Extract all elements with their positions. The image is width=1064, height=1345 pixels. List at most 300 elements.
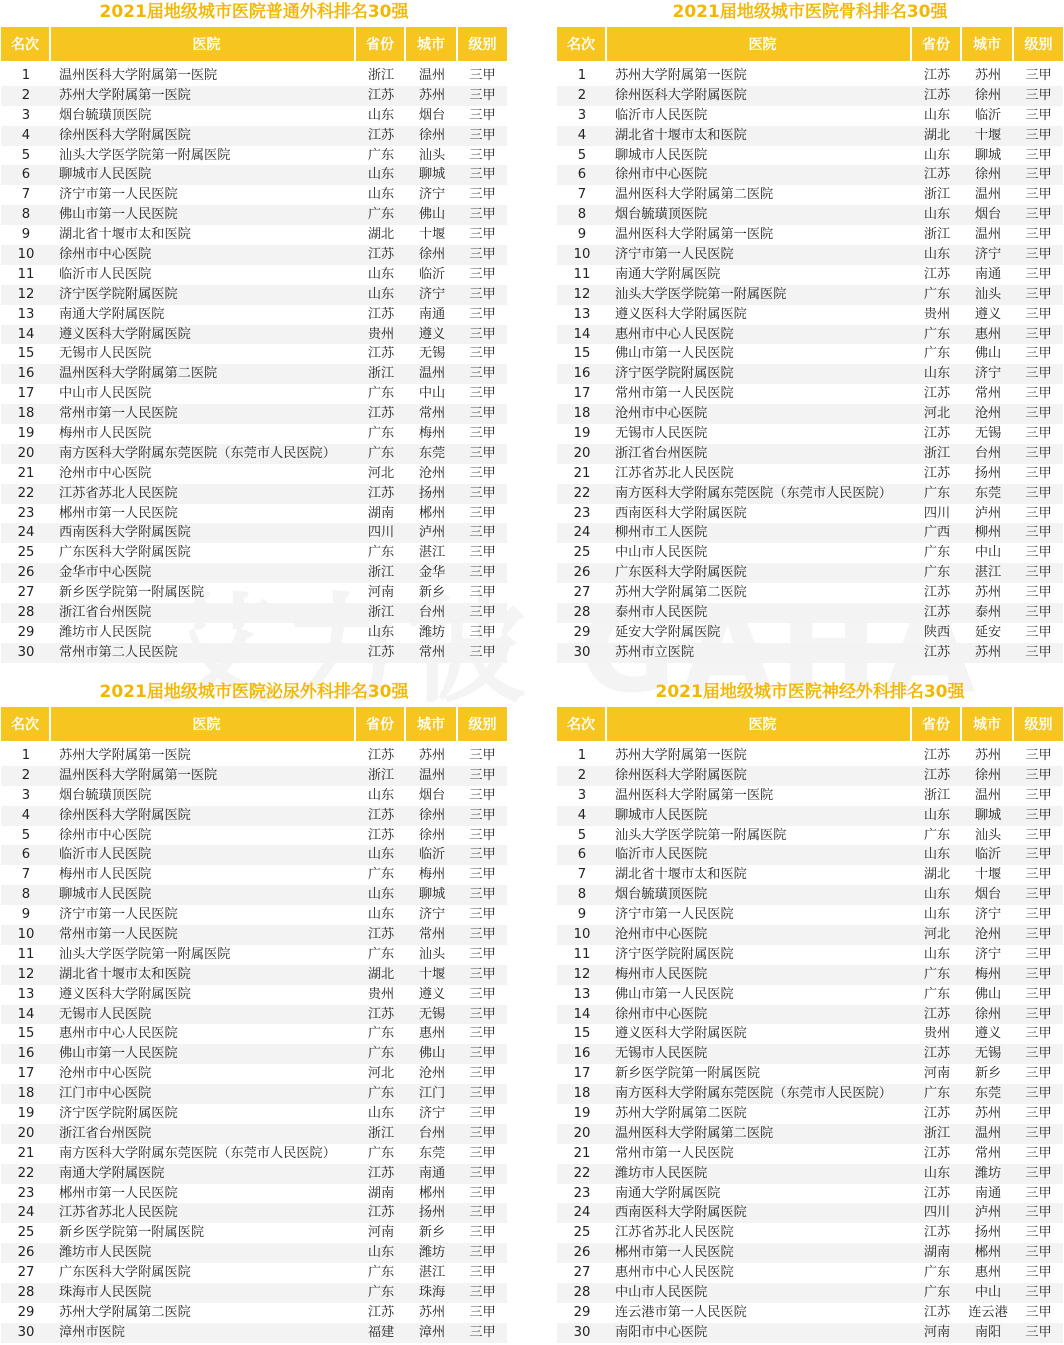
hospital-cell: 江苏省苏北人民医院 [59, 1205, 178, 1221]
city-cell: 无锡 [418, 1006, 446, 1022]
province-cell: 河北 [923, 406, 951, 422]
rank-cell: 28 [17, 605, 35, 621]
city-cell: 湛江 [418, 545, 446, 561]
province-cell: 湖北 [367, 227, 395, 243]
hospital-cell: 湖北省十堰市太和医院 [615, 867, 747, 883]
table-row [557, 245, 1063, 265]
table-row [1, 826, 507, 846]
province-cell: 江苏 [367, 807, 395, 823]
table-row [1, 364, 507, 384]
level-cell: 三甲 [1025, 406, 1052, 422]
city-cell: 沧州 [418, 465, 446, 481]
city-cell: 东莞 [974, 1086, 1002, 1102]
city-cell: 佛山 [418, 207, 446, 223]
level-cell: 三甲 [469, 946, 496, 962]
hospital-cell: 佛山市第一人民医院 [615, 986, 734, 1002]
level-cell: 三甲 [1025, 1225, 1052, 1241]
city-cell: 泸州 [418, 525, 446, 541]
city-cell: 柳州 [974, 525, 1002, 541]
rank-cell: 30 [573, 644, 591, 660]
hospital-cell: 聊城市人民医院 [615, 147, 708, 163]
rank-cell: 19 [17, 1106, 35, 1122]
table-row [1, 504, 507, 524]
province-cell: 江苏 [367, 748, 395, 763]
hospital-cell: 沧州市中心医院 [59, 465, 152, 481]
rank-cell: 10 [573, 927, 591, 943]
table-row [1, 643, 507, 663]
rank-cell: 29 [573, 624, 591, 640]
province-cell: 湖北 [923, 867, 951, 883]
table-row [557, 1263, 1063, 1283]
table-row [1, 106, 507, 126]
header-rank: 名次 [1, 27, 51, 61]
city-cell: 徐州 [974, 87, 1002, 103]
table-row [557, 563, 1063, 583]
province-cell: 山东 [923, 147, 951, 163]
hospital-cell: 新乡医学院第一附属医院 [615, 1066, 761, 1082]
table-row [1, 1223, 507, 1243]
level-cell: 三甲 [469, 1066, 496, 1082]
rank-cell: 9 [577, 227, 587, 243]
level-cell: 三甲 [469, 485, 496, 501]
hospital-cell: 佛山市第一人民医院 [59, 207, 178, 223]
table-row [1, 86, 507, 106]
province-cell: 广东 [367, 207, 395, 223]
panel-general-surgery [1, 0, 507, 663]
city-cell: 台州 [418, 605, 446, 621]
hospital-cell: 湖北省十堰市太和医院 [59, 966, 191, 982]
table-row [1, 865, 507, 885]
hospital-cell: 聊城市人民医院 [615, 807, 708, 823]
level-cell: 三甲 [1025, 1265, 1052, 1281]
city-cell: 温州 [418, 68, 446, 83]
hospital-cell: 汕头大学医学院第一附属医院 [59, 946, 231, 962]
rank-cell: 17 [17, 1066, 35, 1082]
table-row [1, 1164, 507, 1184]
province-cell: 山东 [367, 847, 395, 863]
city-cell: 济宁 [418, 907, 446, 923]
hospital-cell: 汕头大学医学院第一附属医院 [615, 827, 787, 843]
hospital-cell: 浙江省台州医院 [59, 605, 152, 621]
hospital-cell: 临沂市人民医院 [59, 847, 152, 863]
header-province: 省份 [912, 707, 962, 741]
city-cell: 常州 [418, 406, 446, 422]
rank-cell: 20 [573, 1125, 591, 1141]
table-row [1, 603, 507, 623]
table-row [557, 885, 1063, 905]
table-row [557, 623, 1063, 643]
hospital-cell: 惠州市中心人民医院 [615, 1265, 734, 1281]
table-row [1, 1124, 507, 1144]
level-cell: 三甲 [1025, 505, 1052, 521]
city-cell: 中山 [974, 1285, 1002, 1301]
province-cell: 广东 [923, 966, 951, 982]
city-cell: 郴州 [418, 505, 446, 521]
level-cell: 三甲 [469, 286, 496, 302]
city-cell: 温州 [418, 366, 446, 382]
hospital-cell: 临沂市人民医院 [59, 266, 152, 282]
city-cell: 扬州 [974, 465, 1002, 481]
city-cell: 漳州 [418, 1324, 446, 1340]
table-row [1, 1323, 507, 1343]
table-row [1, 66, 507, 86]
level-cell: 三甲 [469, 266, 496, 282]
rank-cell: 18 [573, 406, 591, 422]
province-cell: 广东 [367, 1046, 395, 1062]
hospital-cell: 珠海市人民医院 [59, 1285, 152, 1301]
city-cell: 苏州 [418, 748, 446, 763]
table-row [1, 384, 507, 404]
level-cell: 三甲 [1025, 445, 1052, 461]
rank-cell: 6 [577, 167, 587, 183]
hospital-cell: 中山市人民医院 [615, 1285, 708, 1301]
hospital-cell: 徐州医科大学附属医院 [615, 767, 747, 783]
level-cell: 三甲 [469, 167, 496, 183]
rank-cell: 11 [573, 266, 591, 282]
table-row [1, 945, 507, 965]
rank-cell: 3 [577, 787, 587, 803]
province-cell: 广东 [367, 1145, 395, 1161]
rank-cell: 24 [573, 525, 591, 541]
rank-cell: 13 [17, 986, 35, 1002]
city-cell: 聊城 [418, 887, 446, 903]
rank-cell: 7 [21, 867, 31, 883]
province-cell: 山东 [923, 107, 951, 123]
rank-cell: 21 [573, 465, 591, 481]
province-cell: 江苏 [923, 167, 951, 183]
table-row [1, 965, 507, 985]
province-cell: 贵州 [923, 1026, 951, 1042]
table-row [557, 225, 1063, 245]
province-cell: 江苏 [367, 927, 395, 943]
table-row [557, 1203, 1063, 1223]
rank-cell: 15 [573, 1026, 591, 1042]
rank-cell: 24 [17, 1205, 35, 1221]
rank-cell: 3 [577, 107, 587, 123]
rank-cell: 26 [17, 565, 35, 581]
hospital-cell: 徐州医科大学附属医院 [59, 127, 191, 143]
hospital-cell: 梅州市人民医院 [59, 867, 152, 883]
rank-cell: 14 [17, 326, 35, 342]
level-cell: 三甲 [469, 986, 496, 1002]
city-cell: 临沂 [974, 847, 1002, 863]
table-row [1, 563, 507, 583]
level-cell: 三甲 [469, 545, 496, 561]
rank-cell: 30 [17, 1324, 35, 1340]
hospital-cell: 济宁市第一人民医院 [615, 907, 734, 923]
province-cell: 浙江 [923, 187, 951, 203]
table-row [1, 404, 507, 424]
rank-cell: 26 [573, 565, 591, 581]
city-cell: 徐州 [974, 1006, 1002, 1022]
province-cell: 江苏 [923, 386, 951, 402]
hospital-cell: 苏州市立医院 [615, 644, 695, 660]
panel-neurosurgery [557, 680, 1063, 1343]
city-cell: 佛山 [418, 1046, 446, 1062]
province-cell: 湖南 [923, 1245, 951, 1261]
table-row [1, 1084, 507, 1104]
hospital-cell: 苏州大学附属第一医院 [59, 87, 191, 103]
province-cell: 湖南 [367, 505, 395, 521]
table-row [557, 523, 1063, 543]
rank-cell: 27 [17, 585, 35, 601]
table-row [557, 1064, 1063, 1084]
city-cell: 汕头 [418, 946, 446, 962]
table-row [557, 1303, 1063, 1323]
rank-cell: 8 [577, 887, 587, 903]
level-cell: 三甲 [469, 1086, 496, 1102]
level-cell: 三甲 [1025, 266, 1052, 282]
table-row [1, 225, 507, 245]
rank-cell: 19 [573, 1106, 591, 1122]
province-cell: 浙江 [367, 605, 395, 621]
province-cell: 江苏 [923, 1304, 951, 1320]
province-cell: 江苏 [367, 644, 395, 660]
province-cell: 广东 [923, 565, 951, 581]
level-cell: 三甲 [469, 605, 496, 621]
hospital-cell: 汕头大学医学院第一附属医院 [615, 286, 787, 302]
level-cell: 三甲 [469, 1265, 496, 1281]
rank-cell: 11 [17, 946, 35, 962]
province-cell: 江苏 [367, 1304, 395, 1320]
level-cell: 三甲 [1025, 986, 1052, 1002]
city-cell: 佛山 [974, 986, 1002, 1002]
header-hospital: 医院 [51, 707, 356, 741]
province-cell: 广东 [367, 147, 395, 163]
province-cell: 浙江 [367, 767, 395, 783]
table-row [557, 905, 1063, 925]
rank-cell: 20 [17, 445, 35, 461]
province-cell: 湖南 [367, 1185, 395, 1201]
city-cell: 济宁 [418, 187, 446, 203]
level-cell: 三甲 [1025, 68, 1052, 83]
city-cell: 扬州 [418, 485, 446, 501]
hospital-cell: 济宁医学院附属医院 [615, 946, 734, 962]
level-cell: 三甲 [1025, 1165, 1052, 1181]
table-row [1, 305, 507, 325]
hospital-cell: 漳州市医院 [59, 1324, 125, 1340]
header-hospital: 医院 [607, 707, 912, 741]
level-cell: 三甲 [1025, 545, 1052, 561]
province-cell: 山东 [923, 1165, 951, 1181]
hospital-cell: 烟台毓璜顶医院 [615, 887, 708, 903]
province-cell: 陕西 [923, 624, 951, 640]
table-row [557, 1124, 1063, 1144]
hospital-cell: 广东医科大学附属医院 [59, 545, 191, 561]
province-cell: 江苏 [923, 748, 951, 763]
city-cell: 遵义 [418, 986, 446, 1002]
level-cell: 三甲 [469, 525, 496, 541]
province-cell: 广东 [923, 545, 951, 561]
level-cell: 三甲 [469, 1185, 496, 1201]
table-row [1, 344, 507, 364]
level-cell: 三甲 [469, 887, 496, 903]
rank-cell: 26 [573, 1245, 591, 1261]
hospital-cell: 烟台毓璜顶医院 [615, 207, 708, 223]
rank-cell: 16 [17, 1046, 35, 1062]
table-row [557, 603, 1063, 623]
province-cell: 江苏 [367, 346, 395, 362]
level-cell: 三甲 [1025, 386, 1052, 402]
rank-cell: 4 [577, 807, 587, 823]
table-row [1, 185, 507, 205]
rank-cell: 17 [573, 386, 591, 402]
rank-cell: 14 [573, 326, 591, 342]
hospital-cell: 无锡市人民医院 [615, 1046, 708, 1062]
province-cell: 江苏 [923, 585, 951, 601]
city-cell: 佛山 [974, 346, 1002, 362]
city-cell: 温州 [974, 227, 1002, 243]
province-cell: 山东 [367, 1106, 395, 1122]
province-cell: 河北 [367, 465, 395, 481]
city-cell: 潍坊 [974, 1165, 1002, 1181]
table-row [557, 504, 1063, 524]
level-cell: 三甲 [469, 505, 496, 521]
province-cell: 浙江 [367, 1125, 395, 1141]
level-cell: 三甲 [469, 445, 496, 461]
table-row [557, 1104, 1063, 1124]
province-cell: 广东 [367, 445, 395, 461]
level-cell: 三甲 [469, 1205, 496, 1221]
rank-cell: 9 [21, 227, 31, 243]
city-cell: 惠州 [974, 326, 1002, 342]
city-cell: 常州 [974, 386, 1002, 402]
province-cell: 河南 [367, 1225, 395, 1241]
city-cell: 沧州 [974, 406, 1002, 422]
rank-cell: 5 [21, 827, 31, 843]
rank-cell: 23 [17, 1185, 35, 1201]
hospital-cell: 湖北省十堰市太和医院 [615, 127, 747, 143]
province-cell: 江苏 [367, 306, 395, 322]
hospital-cell: 徐州市中心医院 [615, 167, 708, 183]
rank-cell: 20 [573, 445, 591, 461]
rank-cell: 12 [573, 286, 591, 302]
level-cell: 三甲 [469, 465, 496, 481]
province-cell: 广东 [367, 946, 395, 962]
city-cell: 惠州 [974, 1265, 1002, 1281]
level-cell: 三甲 [1025, 927, 1052, 943]
rank-cell: 2 [21, 87, 31, 103]
level-cell: 三甲 [1025, 1245, 1052, 1261]
level-cell: 三甲 [469, 1125, 496, 1141]
rank-cell: 25 [17, 1225, 35, 1241]
province-cell: 江苏 [923, 266, 951, 282]
table-row [557, 404, 1063, 424]
hospital-cell: 遵义医科大学附属医院 [59, 986, 191, 1002]
hospital-cell: 新乡医学院第一附属医院 [59, 585, 205, 601]
city-cell: 苏州 [974, 1106, 1002, 1122]
province-cell: 山东 [367, 187, 395, 203]
level-cell: 三甲 [469, 1225, 496, 1241]
city-cell: 十堰 [418, 966, 446, 982]
level-cell: 三甲 [1025, 207, 1052, 223]
rank-cell: 11 [17, 266, 35, 282]
rank-cell: 6 [577, 847, 587, 863]
rank-cell: 6 [21, 847, 31, 863]
panel-orthopedics [557, 0, 1063, 663]
level-cell: 三甲 [469, 406, 496, 422]
hospital-cell: 徐州市中心医院 [615, 1006, 708, 1022]
city-cell: 新乡 [974, 1066, 1002, 1082]
city-cell: 台州 [418, 1125, 446, 1141]
table-row [1, 444, 507, 464]
level-cell: 三甲 [469, 565, 496, 581]
table-header [1, 707, 507, 741]
hospital-cell: 中山市人民医院 [615, 545, 708, 561]
hospital-cell: 遵义医科大学附属医院 [615, 306, 747, 322]
rank-cell: 19 [17, 426, 35, 442]
rank-cell: 27 [573, 585, 591, 601]
province-cell: 广东 [923, 286, 951, 302]
city-cell: 东莞 [418, 1145, 446, 1161]
hospital-cell: 南通大学附属医院 [59, 1165, 165, 1181]
table-row [557, 826, 1063, 846]
province-cell: 浙江 [367, 68, 395, 83]
level-cell: 三甲 [1025, 167, 1052, 183]
rank-cell: 25 [573, 545, 591, 561]
level-cell: 三甲 [1025, 247, 1052, 263]
hospital-cell: 潍坊市人民医院 [59, 1245, 152, 1261]
hospital-cell: 济宁市第一人民医院 [59, 907, 178, 923]
rank-cell: 8 [577, 207, 587, 223]
rank-cell: 28 [573, 605, 591, 621]
header-level: 级别 [1014, 27, 1063, 61]
rank-cell: 26 [17, 1245, 35, 1261]
hospital-cell: 临沂市人民医院 [615, 107, 708, 123]
level-cell: 三甲 [469, 847, 496, 863]
table-row [557, 205, 1063, 225]
hospital-cell: 济宁医学院附属医院 [59, 286, 178, 302]
province-cell: 山东 [367, 787, 395, 803]
level-cell: 三甲 [469, 927, 496, 943]
table-row [557, 766, 1063, 786]
rank-cell: 1 [577, 748, 587, 763]
rank-cell: 1 [577, 68, 587, 83]
level-cell: 三甲 [1025, 907, 1052, 923]
header-city: 城市 [962, 27, 1014, 61]
rank-cell: 28 [17, 1285, 35, 1301]
rank-cell: 25 [17, 545, 35, 561]
province-cell: 广东 [923, 346, 951, 362]
hospital-cell: 西南医科大学附属医院 [615, 505, 747, 521]
table-row [1, 165, 507, 185]
rank-cell: 12 [17, 286, 35, 302]
level-cell: 三甲 [469, 1026, 496, 1042]
hospital-cell: 西南医科大学附属医院 [59, 525, 191, 541]
hospital-cell: 郴州市第一人民医院 [59, 1185, 178, 1201]
table-row [557, 1024, 1063, 1044]
province-cell: 广东 [367, 1086, 395, 1102]
rank-cell: 5 [577, 827, 587, 843]
level-cell: 三甲 [469, 187, 496, 203]
hospital-cell: 烟台毓璜顶医院 [59, 107, 152, 123]
province-cell: 江苏 [367, 1165, 395, 1181]
panel-urology [1, 680, 507, 1343]
rank-cell: 29 [573, 1304, 591, 1320]
panel-title: 2021届地级城市医院泌尿外科排名30强 [99, 682, 409, 702]
level-cell: 三甲 [1025, 827, 1052, 843]
level-cell: 三甲 [1025, 525, 1052, 541]
hospital-cell: 金华市中心医院 [59, 565, 152, 581]
table-row [1, 1243, 507, 1263]
city-cell: 温州 [974, 187, 1002, 203]
city-cell: 梅州 [974, 966, 1002, 982]
city-cell: 南通 [418, 1165, 446, 1181]
province-cell: 浙江 [923, 787, 951, 803]
table-row [557, 1323, 1063, 1343]
hospital-cell: 苏州大学附属第一医院 [615, 748, 747, 763]
province-cell: 江苏 [367, 1006, 395, 1022]
